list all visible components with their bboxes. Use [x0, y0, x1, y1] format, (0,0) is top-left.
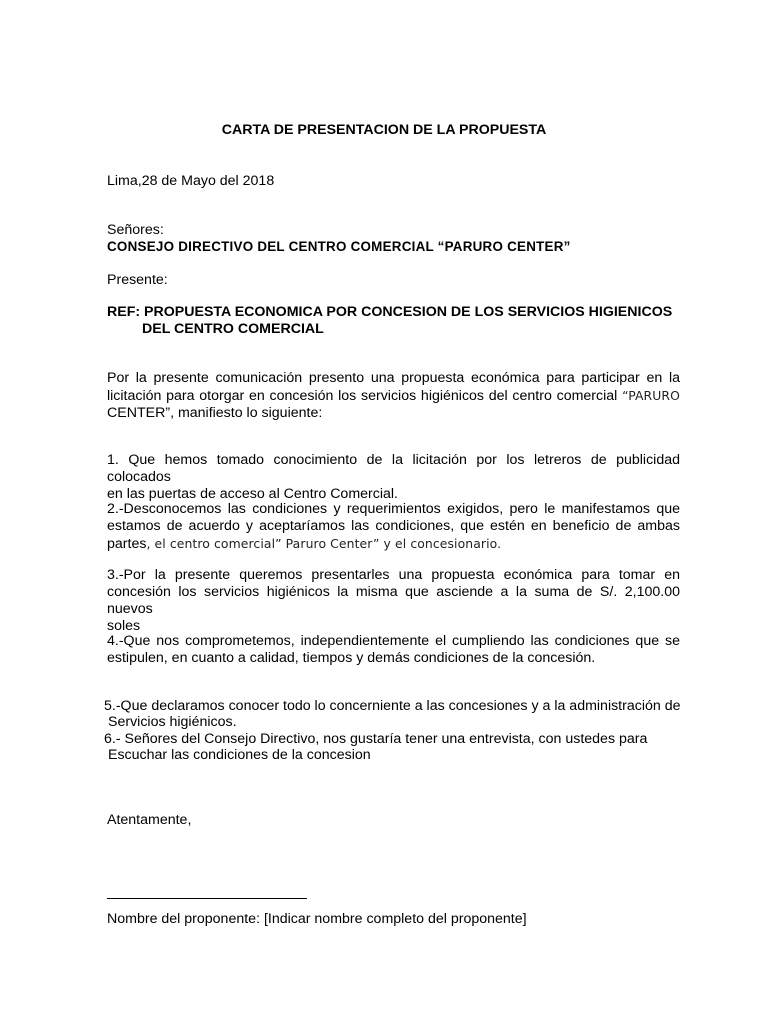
item-1-line-2: en las puertas de acceso al Centro Comercial.: [107, 486, 398, 502]
intro-line-3: CENTER”, manifiesto lo siguiente:: [107, 405, 323, 421]
item-2-line-2: estamos de acuerdo y aceptaríamos las condiciones, que estén en beneficio de ambas: [107, 518, 680, 534]
item-4-line-2: estipulen, en cuanto a calidad, tiempos y demás condiciones de la concesión.: [107, 650, 596, 666]
item-2-paragraph: [107, 501, 680, 553]
signature-line: [107, 898, 307, 899]
salutation: Señores:: [107, 222, 164, 238]
presente-label: Presente:: [107, 272, 168, 288]
intro-line-2: licitación para otorgar en concesión los servicios higiénicos del centro comercial “PARURO: [107, 388, 680, 404]
closing: Atentamente,: [107, 812, 192, 828]
intro-paragraph: [107, 370, 680, 422]
item-6-line-1: 6.- Señores del Consejo Directivo, nos gustaría tener una entrevista, con ustedes para: [104, 731, 648, 747]
item-3-line-2: concesión los servicios higiénicos la misma que asciende a la suma de S/. 2,100.00 nuevos: [107, 584, 680, 617]
item-2-line-1: 2.-Desconocemos las condiciones y requerimientos exigidos, pero le manifestamos que: [107, 501, 680, 517]
item-4-paragraph: [107, 633, 680, 667]
signature-label: Nombre del proponente: [Indicar nombre completo del proponente]: [107, 911, 527, 927]
item-1-line-1: 1. Que hemos tomado conocimiento de la licitación por los letreros de publicidad colocados: [107, 452, 680, 485]
item-3-line-3: soles: [107, 618, 141, 634]
letter-title: CARTA DE PRESENTACION DE LA PROPUESTA: [221, 122, 547, 138]
item-3-line-1: 3.-Por la presente queremos presentarles una propuesta económica para tomar en: [107, 567, 680, 583]
intro-line-1: Por la presente comunicación presento una propuesta económica para participar en la: [107, 370, 680, 386]
item-3-paragraph: [107, 567, 680, 635]
item-5-line-1: 5.-Que declaramos conocer todo lo concerniente a las concesiones y a la administración de: [104, 698, 681, 714]
item-1-paragraph: [107, 452, 680, 503]
reference-line-2: DEL CENTRO COMERCIAL: [142, 321, 324, 337]
item-5-line-2: Servicios higiénicos.: [108, 714, 237, 730]
recipient: CONSEJO DIRECTIVO DEL CENTRO COMERCIAL “PARURO CENTER”: [107, 239, 571, 254]
item-2-line-3: partes, el centro comercial” Paruro Center” y el concesionario.: [107, 536, 502, 552]
reference-line-1: REF: PROPUESTA ECONOMICA POR CONCESION DE LOS SERVICIOS HIGIENICOS: [107, 304, 673, 320]
item-6-line-2: Escuchar las condiciones de la concesion: [108, 747, 371, 763]
place-date: Lima,28 de Mayo del 2018: [107, 173, 275, 189]
item-4-line-1: 4.-Que nos comprometemos, independientemente el cumpliendo las condiciones que se: [107, 633, 680, 649]
